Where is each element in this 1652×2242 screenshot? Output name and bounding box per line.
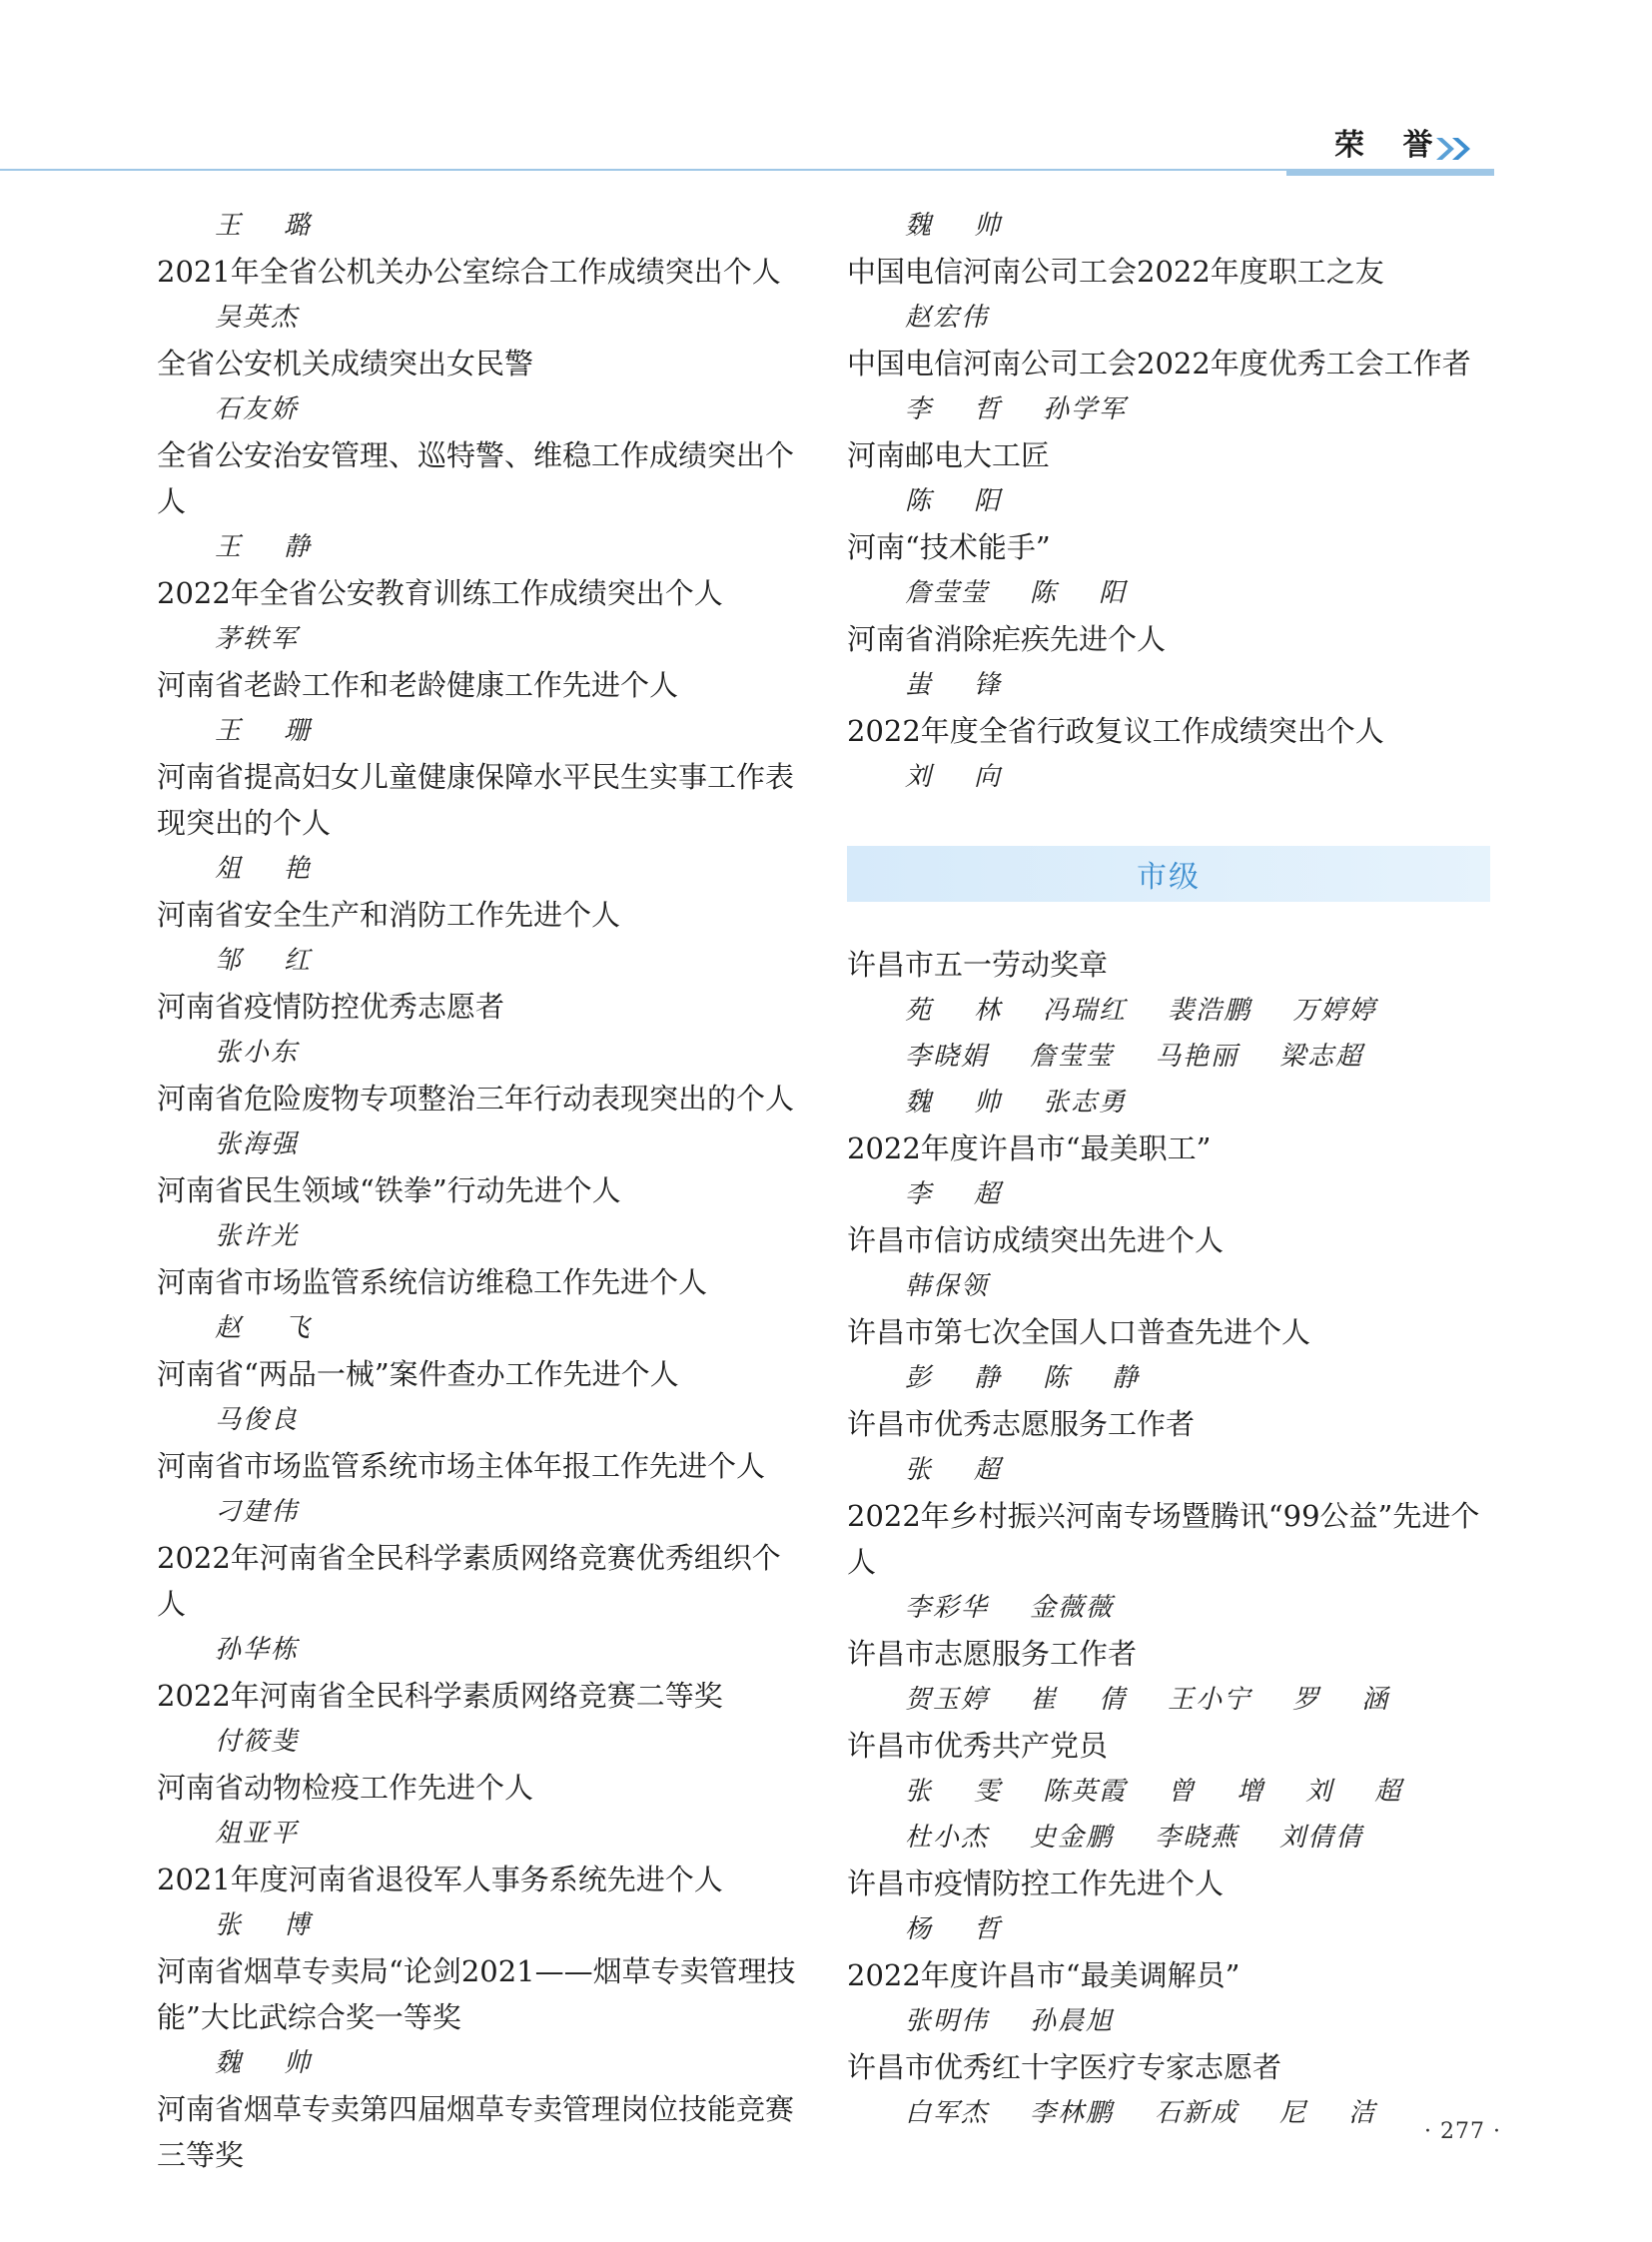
award-title: 全省公安机关成绩突出女民警 bbox=[157, 347, 534, 380]
award-title: 河南省疫情防控优秀志愿者 bbox=[157, 990, 505, 1024]
page-number: · 277 · bbox=[1424, 2119, 1501, 2144]
recipient-names: 付筱斐 bbox=[215, 1727, 300, 1757]
award-title: 河南省民生领域“铁拳”行动先进个人 bbox=[157, 1173, 621, 1207]
section-band-city-level bbox=[847, 846, 1490, 902]
award-title: 河南省危险废物专项整治三年行动表现突出的个人 bbox=[157, 1082, 795, 1116]
recipient-names: 李彩华 金薇薇 bbox=[905, 1593, 1115, 1623]
recipient-names: 邹 红 bbox=[215, 946, 313, 976]
award-title: 2022年度全省行政复议工作成绩突出个人 bbox=[847, 714, 1384, 748]
recipient-names: 石友娇 bbox=[215, 394, 300, 424]
award-title: 中国电信河南公司工会2022年度优秀工会工作者 bbox=[847, 347, 1471, 380]
recipient-names: 韩保领 bbox=[905, 1271, 990, 1301]
award-title: 河南省动物检疫工作先进个人 bbox=[157, 1771, 534, 1805]
header-tab-accent bbox=[1286, 169, 1494, 176]
recipient-names: 贺玉婷 崔 倩 王小宁 罗 涵 bbox=[905, 1685, 1390, 1715]
right-column bbox=[847, 203, 1506, 2136]
award-title: 河南省提高妇女儿童健康保障水平民生实事工作表现突出的个人 bbox=[157, 760, 795, 840]
award-title: 许昌市优秀红十字医疗专家志愿者 bbox=[847, 2050, 1282, 2084]
award-title: 许昌市优秀共产党员 bbox=[847, 1729, 1109, 1763]
award-title: 河南省安全生产和消防工作先进个人 bbox=[157, 898, 621, 932]
award-title: 许昌市第七次全国人口普查先进个人 bbox=[847, 1315, 1311, 1349]
award-title: 河南省老龄工作和老龄健康工作先进个人 bbox=[157, 668, 679, 702]
recipient-names: 张海强 bbox=[215, 1129, 300, 1159]
recipient-names: 苑 林 冯瑞红 裴浩鹏 万婷婷 bbox=[905, 996, 1377, 1026]
recipient-names: 蚩 锋 bbox=[905, 670, 1003, 700]
left-column bbox=[157, 203, 816, 2178]
recipient-names: 刘 向 bbox=[905, 762, 1003, 792]
award-title: 许昌市优秀志愿服务工作者 bbox=[847, 1407, 1196, 1441]
recipient-names: 张明伟 孙晨旭 bbox=[905, 2006, 1115, 2036]
recipient-names: 赵宏伟 bbox=[905, 303, 990, 333]
recipient-names: 王 珊 bbox=[215, 716, 313, 746]
award-title: 许昌市志愿服务工作者 bbox=[847, 1637, 1138, 1671]
recipient-names: 魏 帅 bbox=[215, 2048, 313, 2078]
award-title: 2022年乡村振兴河南专场暨腾讯“99公益”先进个人 bbox=[847, 1499, 1480, 1579]
header-rule bbox=[0, 169, 1494, 171]
award-title: 中国电信河南公司工会2022年度职工之友 bbox=[847, 255, 1384, 289]
recipient-names: 张小东 bbox=[215, 1038, 300, 1068]
award-title: 河南省市场监管系统信访维稳工作先进个人 bbox=[157, 1265, 708, 1299]
recipient-names: 陈 阳 bbox=[905, 486, 1003, 516]
award-title: 2022年度许昌市“最美职工” bbox=[847, 1131, 1212, 1165]
recipient-names: 杨 哲 bbox=[905, 1914, 1003, 1944]
recipient-names: 王 静 bbox=[215, 532, 313, 562]
double-chevron-right-icon bbox=[1434, 136, 1480, 162]
award-title: 许昌市疫情防控工作先进个人 bbox=[847, 1867, 1225, 1900]
recipient-names: 赵 飞 bbox=[215, 1313, 313, 1343]
section-band-label: 市级 bbox=[1137, 860, 1201, 895]
section-title: 荣 誉 bbox=[1334, 128, 1447, 163]
recipient-names: 彭 静 陈 静 bbox=[905, 1363, 1141, 1393]
recipient-names: 魏 帅 bbox=[905, 211, 1003, 241]
recipient-names: 俎 艳 bbox=[215, 854, 313, 884]
recipient-names: 李晓娟 詹莹莹 马艳丽 梁志超 bbox=[905, 1042, 1364, 1072]
award-title: 许昌市五一劳动奖章 bbox=[847, 948, 1109, 982]
award-title: 河南省消除疟疾先进个人 bbox=[847, 622, 1167, 656]
recipient-names: 俎亚平 bbox=[215, 1819, 300, 1849]
award-title: 河南省市场监管系统市场主体年报工作先进个人 bbox=[157, 1449, 766, 1483]
recipient-names: 白军杰 李林鹏 石新成 尼 洁 bbox=[905, 2098, 1377, 2128]
recipient-names: 张 超 bbox=[905, 1455, 1003, 1485]
recipient-names: 詹莹莹 陈 阳 bbox=[905, 578, 1128, 608]
recipient-names: 李 哲 孙学军 bbox=[905, 394, 1128, 424]
recipient-names: 王 璐 bbox=[215, 211, 313, 241]
award-title: 2022年河南省全民科学素质网络竞赛优秀组织个人 bbox=[157, 1541, 781, 1621]
award-title: 许昌市信访成绩突出先进个人 bbox=[847, 1223, 1225, 1257]
recipient-names: 刁建伟 bbox=[215, 1497, 300, 1527]
award-title: 河南省“两品一械”案件查办工作先进个人 bbox=[157, 1357, 679, 1391]
recipient-names: 吴英杰 bbox=[215, 303, 300, 333]
award-title: 河南邮电大工匠 bbox=[847, 438, 1051, 472]
recipient-names: 张 雯 陈英霞 曾 增 刘 超 bbox=[905, 1777, 1403, 1807]
recipient-names: 魏 帅 张志勇 bbox=[905, 1088, 1128, 1118]
award-title: 2022年河南省全民科学素质网络竞赛二等奖 bbox=[157, 1679, 723, 1713]
award-title: 河南“技术能手” bbox=[847, 530, 1051, 564]
award-title: 全省公安治安管理、巡特警、维稳工作成绩突出个人 bbox=[157, 438, 795, 518]
award-title: 2021年全省公机关办公室综合工作成绩突出个人 bbox=[157, 255, 781, 289]
recipient-names: 张许光 bbox=[215, 1221, 300, 1251]
recipient-names: 李 超 bbox=[905, 1179, 1003, 1209]
recipient-names: 杜小杰 史金鹏 李晓燕 刘倩倩 bbox=[905, 1823, 1364, 1853]
recipient-names: 茅轶军 bbox=[215, 624, 300, 654]
award-title: 2021年度河南省退役军人事务系统先进个人 bbox=[157, 1863, 723, 1896]
award-title: 河南省烟草专卖第四届烟草专卖管理岗位技能竞赛三等奖 bbox=[157, 2092, 795, 2172]
award-title: 2022年全省公安教育训练工作成绩突出个人 bbox=[157, 576, 723, 610]
recipient-names: 孙华栋 bbox=[215, 1635, 300, 1665]
award-title: 河南省烟草专卖局“论剑2021——烟草专卖管理技能”大比武综合奖一等奖 bbox=[157, 1954, 796, 2034]
recipient-names: 马俊良 bbox=[215, 1405, 300, 1435]
award-title: 2022年度许昌市“最美调解员” bbox=[847, 1958, 1240, 1992]
recipient-names: 张 博 bbox=[215, 1910, 313, 1940]
section-spacer bbox=[847, 800, 1506, 846]
